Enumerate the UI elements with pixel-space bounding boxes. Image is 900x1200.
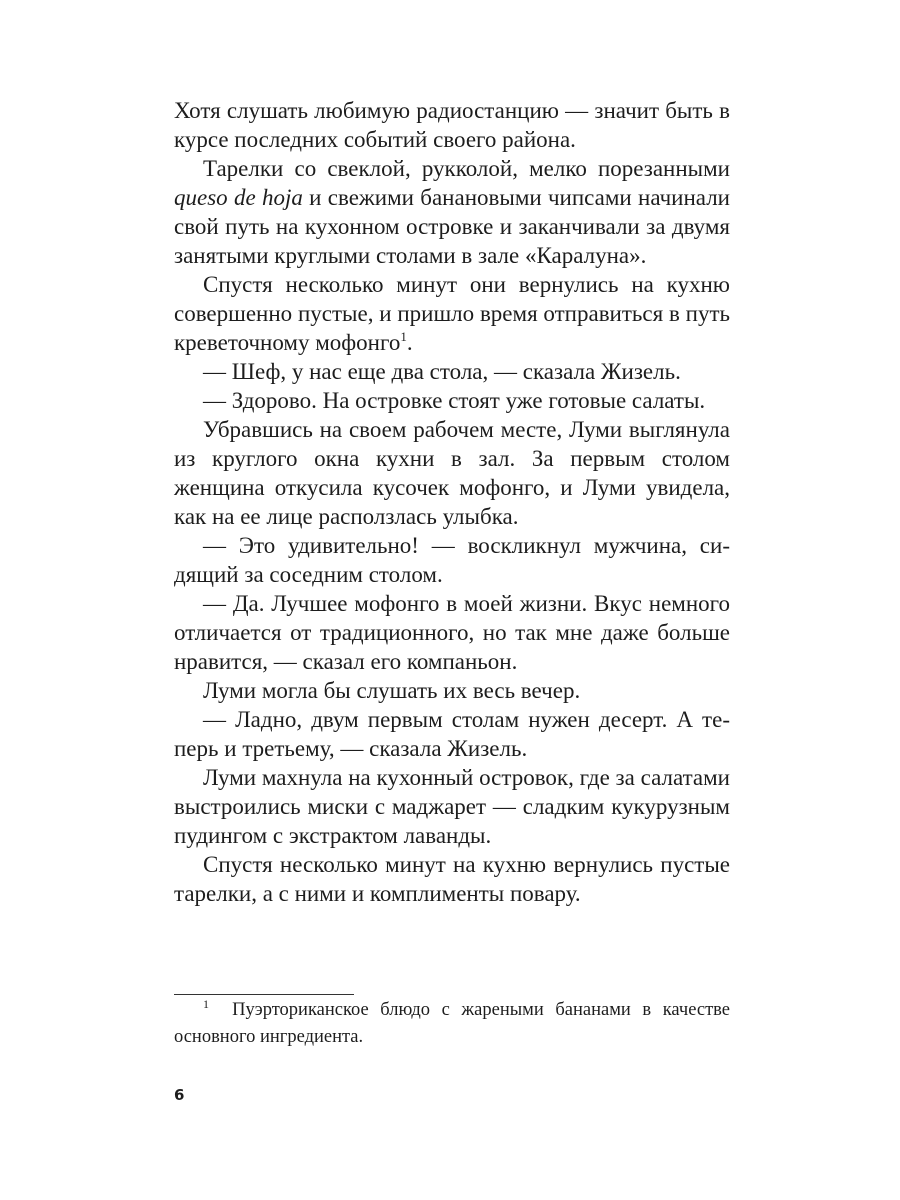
page-body (174, 96, 730, 908)
paragraph-text: Спустя несколько минут они вернулись на кухню совершенно пустые, и пришло время отправиться в путь креветочному мофонго (174, 272, 730, 355)
paragraph-text: . (406, 330, 413, 355)
italic-phrase: queso de hoja (174, 185, 303, 210)
dialogue-line: — Шеф, у нас еще два стола, — сказала Жизель. (203, 359, 681, 384)
footnote (174, 997, 730, 1051)
dialogue-line: — Да. Лучшее мофонго в моей жизни. Вкус немного отличается от традиционного, но так мне даже больше нравится, — сказал его компаньон. (174, 591, 730, 674)
footnote-marker: 1 (203, 997, 209, 1011)
dialogue-line: — Здорово. На островке стоят уже готовые салаты. (203, 388, 706, 413)
footnote-divider (174, 994, 354, 995)
paragraph: Хотя слушать любимую радиостанцию — значит быть в курсе последних событий своего района. (174, 98, 730, 152)
footnote-text: Пуэрториканское блюдо с жареными бананами в качестве основного ингредиента. (174, 1000, 730, 1047)
footnote-reference[interactable]: 1 (400, 329, 407, 344)
paragraph: Убравшись на своем рабочем месте, Луми выглянула из круглого окна кухни в зал. За первым столом женщина откусила кусочек мофонго, и Луми увидела, как на ее лице расползлась улыбка. (174, 417, 730, 529)
paragraph: Луми махнула на кухонный островок, где за салатами выстроились миски с маджарет — сладким кукурузным пудингом с экстрактом лаванды. (174, 765, 730, 848)
dialogue-line: — Ладно, двум первым столам нужен десерт. А теперь и третьему, — сказала Жизель. (174, 707, 730, 761)
page-number: 6 (174, 1086, 185, 1104)
paragraph: Луми могла бы слушать их весь вечер. (203, 678, 581, 703)
paragraph-text: Тарелки со свеклой, рукколой, мелко порезанными (203, 156, 730, 181)
paragraph (174, 154, 730, 270)
paragraph (174, 270, 730, 357)
paragraph-text: и свежими банановыми чипсами начинали свой путь на кухонном островке и заканчивали за двумя занятыми круглыми столами в зале «Каралуна». (174, 185, 730, 268)
paragraph: Спустя несколько минут на кухню вернулись пустые тарелки, а с ними и комплименты повару. (174, 852, 730, 906)
dialogue-line: — Это удивительно! — воскликнул мужчина, сидящий за соседним столом. (174, 533, 730, 587)
